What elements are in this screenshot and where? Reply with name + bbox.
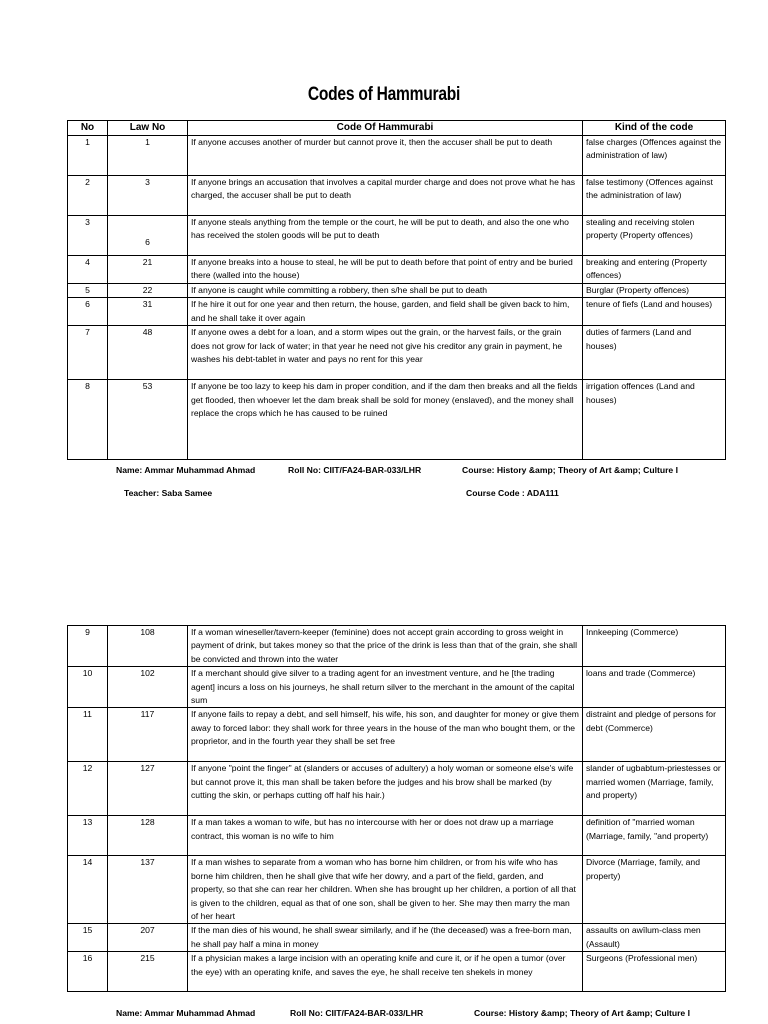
table-row xyxy=(68,136,726,176)
row-no: 13 xyxy=(68,816,108,856)
row-code: If the man dies of his wound, he shall swear similarly, and if he (the deceased) was a free-born man, he shall pay half a mina in money xyxy=(188,924,583,952)
row-code: If anyone steals anything from the temple or the court, he will be put to death, and also the one who has received the stolen goods will be put to death xyxy=(188,216,583,256)
row-code: If a man takes a woman to wife, but has no intercourse with her or does not draw up a marriage contract, this woman is no wife to him xyxy=(188,816,583,856)
table-row xyxy=(68,216,726,256)
row-no: 10 xyxy=(68,667,108,708)
row-law-no: 215 xyxy=(108,952,188,992)
row-kind: Surgeons (Professional men) xyxy=(583,952,726,992)
row-code: If a merchant should give silver to a trading agent for an investment venture, and he [the trading agent] incurs a loss on his journeys, he shall return silver to the merchant in the amount of the capital sum xyxy=(188,667,583,708)
table-row xyxy=(68,256,726,284)
row-no: 3 xyxy=(68,216,108,256)
row-kind: Burglar (Property offences) xyxy=(583,284,726,298)
row-law-no: 108 xyxy=(108,626,188,667)
table-row xyxy=(68,924,726,952)
row-no: 16 xyxy=(68,952,108,992)
row-no: 15 xyxy=(68,924,108,952)
row-law-no: 31 xyxy=(108,298,188,326)
row-code: If anyone is caught while committing a robbery, then s/he shall be put to death xyxy=(188,284,583,298)
row-kind: false charges (Offences against the administration of law) xyxy=(583,136,726,176)
row-law-no: 48 xyxy=(108,326,188,380)
table-row xyxy=(68,816,726,856)
row-law-no: 22 xyxy=(108,284,188,298)
student-name: Name: Ammar Muhammad Ahmad xyxy=(116,465,256,475)
row-kind: irrigation offences (Land and houses) xyxy=(583,380,726,460)
row-kind: duties of farmers (Land and houses) xyxy=(583,326,726,380)
table-row xyxy=(68,626,726,667)
row-code: If anyone fails to repay a debt, and sell himself, his wife, his son, and daughter for money or give them away to forced labor: they shall work for three years in the house of the man who bought them, or the proprietor, and in the fourth year they shall be set free xyxy=(188,708,583,762)
course-name: Course: History &amp; Theory of Art &amp; Culture I xyxy=(474,1008,690,1018)
row-no: 8 xyxy=(68,380,108,460)
row-no: 12 xyxy=(68,762,108,816)
roll-number: Roll No: CIIT/FA24-BAR-033/LHR xyxy=(290,1008,424,1018)
row-code: If anyone "point the finger" at (slanders or accuses of adultery) a holy woman or someone else's wife but cannot prove it, this man shall be taken before the judges and his brow shall be marked (by cutting the skin, or perhaps cutting off half his hair.) xyxy=(188,762,583,816)
codes-table-page-2 xyxy=(67,625,726,992)
table-row xyxy=(68,708,726,762)
row-law-no: 127 xyxy=(108,762,188,816)
course-code: Course Code : ADA111 xyxy=(466,488,559,498)
table-row xyxy=(68,176,726,216)
row-code: If anyone owes a debt for a loan, and a storm wipes out the grain, or the harvest fails, or the grain does not grow for lack of water; in that year he need not give his creditor any grain in payment, he washes his debt-tablet in water and pays no rent for this year xyxy=(188,326,583,380)
row-law-no: 128 xyxy=(108,816,188,856)
codes-table-page-1 xyxy=(67,120,726,460)
row-law-no: 21 xyxy=(108,256,188,284)
row-kind: definition of "married woman (Marriage, family, "and property) xyxy=(583,816,726,856)
row-law-no: 117 xyxy=(108,708,188,762)
table-row xyxy=(68,667,726,708)
row-law-no: 102 xyxy=(108,667,188,708)
row-no: 9 xyxy=(68,626,108,667)
row-code: If he hire it out for one year and then return, the house, garden, and field shall be given back to him, and he shall take it over again xyxy=(188,298,583,326)
row-code: If a physician makes a large incision with an operating knife and cure it, or if he open a tumor (over the eye) with an operating knife, and saves the eye, he shall receive ten shekels in money xyxy=(188,952,583,992)
row-kind: Divorce (Marriage, family, and property) xyxy=(583,856,726,924)
course-name: Course: History &amp; Theory of Art &amp; Culture I xyxy=(462,465,678,475)
student-name: Name: Ammar Muhammad Ahmad xyxy=(116,1008,256,1018)
table-row xyxy=(68,380,726,460)
row-code: If anyone be too lazy to keep his dam in proper condition, and if the dam then breaks and all the fields get flooded, then whoever let the dam break shall be sold for money (enslaved), and the money shall replace the crops which he has caused to be ruined xyxy=(188,380,583,460)
row-kind: stealing and receiving stolen property (Property offences) xyxy=(583,216,726,256)
row-kind: assaults on awīlum-class men (Assault) xyxy=(583,924,726,952)
row-kind: loans and trade (Commerce) xyxy=(583,667,726,708)
row-code: If a man wishes to separate from a woman who has borne him children, or from his wife who has borne him children, then he shall give that wife her dowry, and a part of the field, garden, and property, so that she can rear her children. When she has brought up her children, a portion of all that is given to the children, equal as that of one son, shall be given to her. She may then marry the man of her heart xyxy=(188,856,583,924)
table-row xyxy=(68,762,726,816)
row-no: 14 xyxy=(68,856,108,924)
table-row xyxy=(68,856,726,924)
row-law-no: 1 xyxy=(108,136,188,176)
row-law-no: 53 xyxy=(108,380,188,460)
table-row xyxy=(68,326,726,380)
row-kind: Innkeeping (Commerce) xyxy=(583,626,726,667)
header-law-no: Law No xyxy=(108,121,188,136)
row-no: 2 xyxy=(68,176,108,216)
row-no: 11 xyxy=(68,708,108,762)
row-code: If anyone brings an accusation that involves a capital murder charge and does not prove what he has charged, the accuser shall be put to death xyxy=(188,176,583,216)
row-code: If a woman wineseller/tavern-keeper (feminine) does not accept grain according to gross weight in payment of drink, but takes money so that the price of the drink is less than that of the grain, she shall be convicted and thrown into the water xyxy=(188,626,583,667)
row-no: 7 xyxy=(68,326,108,380)
row-kind: breaking and entering (Property offences) xyxy=(583,256,726,284)
row-code: If anyone accuses another of murder but cannot prove it, then the accuser shall be put to death xyxy=(188,136,583,176)
document-title: Codes of Hammurabi xyxy=(307,84,461,105)
row-law-no: 6 xyxy=(108,216,188,256)
row-code: If anyone breaks into a house to steal, he will be put to death before that point of entry and be buried there (walled into the house) xyxy=(188,256,583,284)
header-kind: Kind of the code xyxy=(583,121,726,136)
table-row xyxy=(68,952,726,992)
row-law-no: 207 xyxy=(108,924,188,952)
row-kind: distraint and pledge of persons for debt (Commerce) xyxy=(583,708,726,762)
table-header-row xyxy=(68,121,726,136)
row-law-no: 137 xyxy=(108,856,188,924)
row-no: 5 xyxy=(68,284,108,298)
row-kind: tenure of fiefs (Land and houses) xyxy=(583,298,726,326)
header-no: No xyxy=(68,121,108,136)
table-row xyxy=(68,298,726,326)
roll-number: Roll No: CIIT/FA24-BAR-033/LHR xyxy=(288,465,422,475)
table-row xyxy=(68,284,726,298)
header-code: Code Of Hammurabi xyxy=(188,121,583,136)
row-no: 1 xyxy=(68,136,108,176)
row-law-no: 3 xyxy=(108,176,188,216)
row-kind: false testimony (Offences against the administration of law) xyxy=(583,176,726,216)
row-kind: slander of ugbabtum-priestesses or married women (Marriage, family, and property) xyxy=(583,762,726,816)
row-no: 6 xyxy=(68,298,108,326)
row-no: 4 xyxy=(68,256,108,284)
teacher-name: Teacher: Saba Samee xyxy=(124,488,213,498)
